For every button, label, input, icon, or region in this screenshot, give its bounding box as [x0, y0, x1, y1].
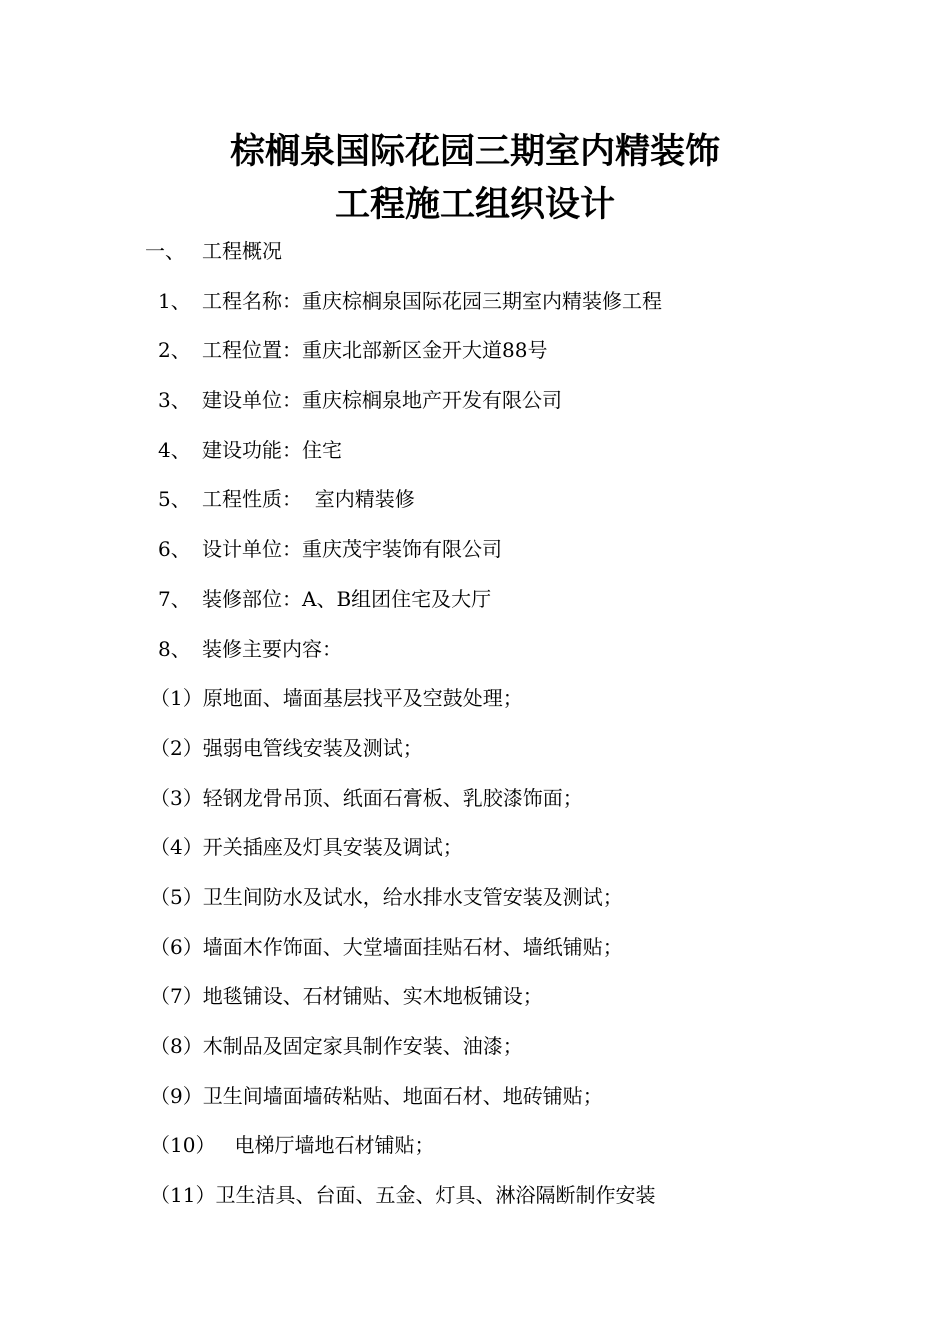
overview-item-text: 建设功能：住宅: [202, 438, 342, 462]
overview-item-number: 3、: [158, 388, 191, 412]
overview-item-number: 7、: [158, 587, 191, 611]
section-label: 工程概况: [202, 239, 282, 263]
content-item-text: （3）轻钢龙骨吊顶、纸面石膏板、乳胶漆饰面；: [150, 786, 583, 810]
overview-item-text: 建设单位：重庆棕榈泉地产开发有限公司: [202, 388, 562, 412]
content-item-text: （2）强弱电管线安装及测试；: [150, 736, 423, 760]
overview-item-text: 工程位置：重庆北部新区金开大道88号: [202, 338, 548, 362]
overview-item-text: 装修部位：A、B组团住宅及大厅: [202, 587, 492, 611]
overview-item-text: 工程性质： 室内精装修: [202, 487, 415, 511]
content-item-text: （11）卫生洁具、台面、五金、灯具、淋浴隔断制作安装: [150, 1183, 656, 1207]
content-item-text: （4）开关插座及灯具安装及调试；: [150, 835, 463, 859]
document-title-line-1: 棕榈泉国际花园三期室内精装饰: [229, 132, 720, 172]
document-title-line-2: 工程施工组织设计: [334, 185, 615, 225]
content-item-text: （7）地毯铺设、石材铺贴、实木地板铺设；: [150, 984, 543, 1008]
content-item-text: （5）卫生间防水及试水，给水排水支管安装及测试；: [150, 885, 623, 909]
overview-item-text: 设计单位：重庆茂宇装饰有限公司: [202, 537, 502, 561]
overview-item-number: 6、: [158, 537, 191, 561]
overview-item-number: 2、: [158, 338, 191, 362]
overview-item-text: 装修主要内容：: [202, 637, 342, 661]
content-item-text: （6）墙面木作饰面、大堂墙面挂贴石材、墙纸铺贴；: [150, 935, 623, 959]
overview-item-number: 4、: [158, 438, 191, 462]
content-item-text: （8）木制品及固定家具制作安装、油漆；: [150, 1034, 523, 1058]
overview-item-number: 5、: [158, 487, 191, 511]
content-item-text: （9）卫生间墙面墙砖粘贴、地面石材、地砖铺贴；: [150, 1084, 603, 1108]
overview-item-text: 工程名称：重庆棕榈泉国际花园三期室内精装修工程: [202, 289, 662, 313]
section-number: 一、: [145, 239, 185, 263]
overview-item-number: 1、: [158, 289, 191, 313]
overview-item-number: 8、: [158, 637, 191, 661]
content-item-text: （10） 电梯厅墙地石材铺贴；: [150, 1133, 435, 1157]
content-item-text: （1）原地面、墙面基层找平及空鼓处理；: [150, 686, 523, 710]
